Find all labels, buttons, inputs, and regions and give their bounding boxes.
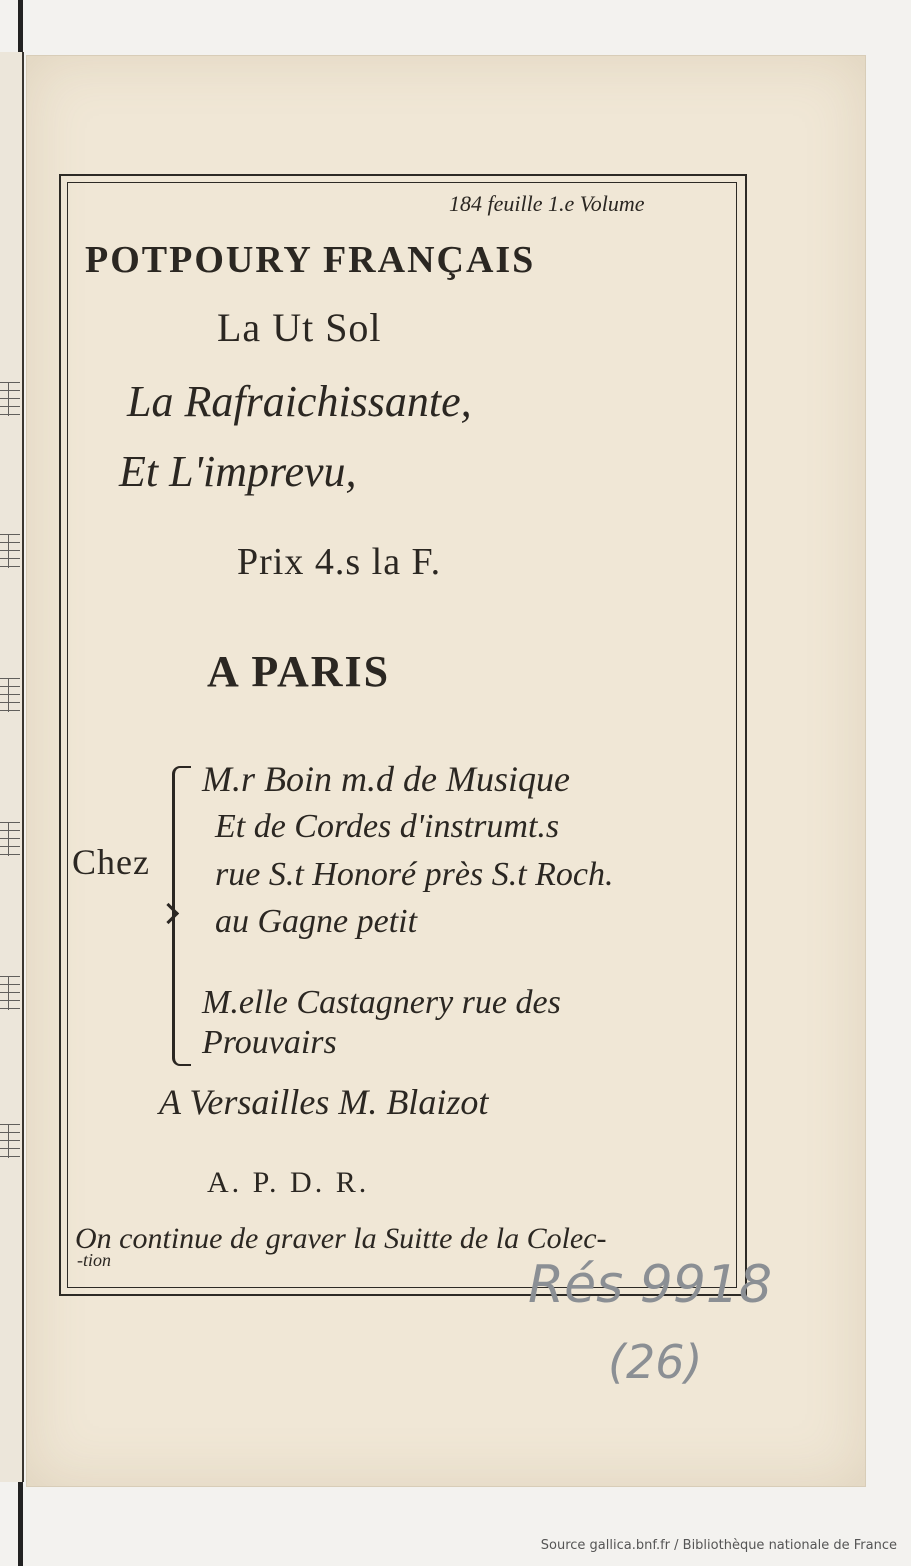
- shelfmark-stamp: Rés 9918: [528, 1255, 773, 1315]
- music-staff-fragment: [0, 1124, 20, 1160]
- versailles-line: A Versailles M. Blaizot: [159, 1082, 489, 1122]
- shelfmark-number: (26): [608, 1335, 703, 1389]
- seller-1-line-4: au Gagne petit: [215, 903, 418, 940]
- chez-label: Chez: [72, 842, 150, 882]
- music-staff-fragment: [0, 678, 20, 714]
- seller-2-line-1: M.elle Castagnery rue des: [202, 984, 561, 1021]
- continuation-note: On continue de graver la Suitte de la Colec-: [75, 1222, 607, 1255]
- seller-1-line-2: Et de Cordes d'instrumt.s: [215, 808, 560, 845]
- title-line-4: Et L'imprevu,: [119, 447, 357, 496]
- page-title: POTPOURY FRANÇAIS: [85, 239, 536, 281]
- music-staff-fragment: [0, 382, 20, 418]
- seller-1-line-1: M.r Boin m.d de Musique: [202, 759, 570, 799]
- title-line-2: La Ut Sol: [217, 305, 382, 350]
- title-line-3: La Rafraichissante,: [127, 377, 472, 426]
- curly-brace: [172, 766, 191, 1066]
- price-line: Prix 4.s la F.: [237, 541, 442, 583]
- city-heading: A PARIS: [207, 647, 391, 696]
- music-staff-fragment: [0, 534, 20, 570]
- privilege-line: A. P. D. R.: [207, 1166, 370, 1199]
- continuation-note-tail: -tion: [77, 1250, 111, 1270]
- seller-2-line-2: Prouvairs: [202, 1024, 337, 1061]
- adjacent-page: [0, 52, 24, 1482]
- music-staff-fragment: [0, 976, 20, 1012]
- seller-1-line-3: rue S.t Honoré près S.t Roch.: [215, 856, 614, 893]
- edition-label: 184 feuille 1.e Volume: [449, 191, 645, 216]
- source-credit: Source gallica.bnf.fr / Bibliothèque nationale de France: [540, 1538, 897, 1553]
- music-staff-fragment: [0, 822, 20, 858]
